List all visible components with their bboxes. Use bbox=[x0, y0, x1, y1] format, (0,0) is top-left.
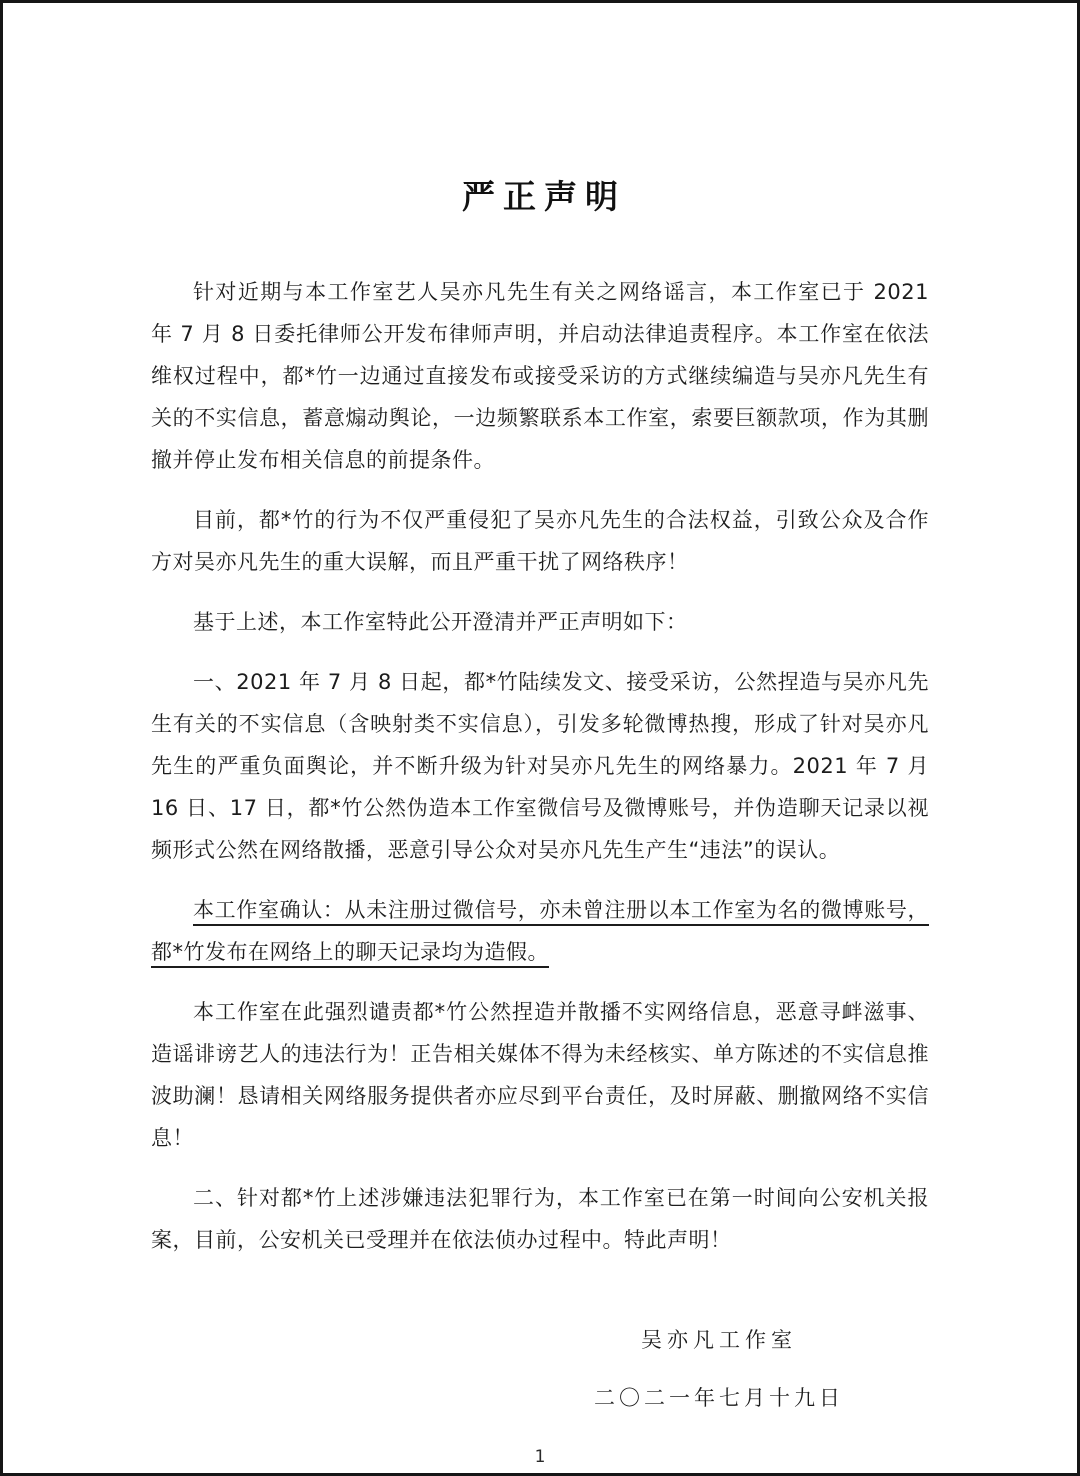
paragraph-current-situation: 目前，都*竹的行为不仅严重侵犯了吴亦凡先生的合法权益，引致公众及合作方对吴亦凡先生的重大误解，而且严重干扰了网络秩序！ bbox=[151, 508, 929, 574]
paragraph-condemnation: 本工作室在此强烈谴责都*竹公然捏造并散播不实网络信息，恶意寻衅滋事、造谣诽谤艺人的违法行为！正告相关媒体不得为未经核实、单方陈述的不实信息推波助澜！恳请相关网络服务提供者亦应尽到平台责任，及时屏蔽、删撤网络不实信息！ bbox=[151, 1000, 929, 1150]
statement-body bbox=[151, 271, 929, 1261]
paragraph-item-one: 一、2021 年 7 月 8 日起，都*竹陆续发文、接受采访，公然捏造与吴亦凡先生有关的不实信息（含映射类不实信息），引发多轮微博热搜，形成了针对吴亦凡先生的严重负面舆论，并不断升级为针对吴亦凡先生的网络暴力。2021 年 7 月 16 日、17 日，都*竹公然伪造本工作室微信号及微博账号，并伪造聊天记录以视频形式公然在网络散播，恶意引导公众对吴亦凡先生产生“违法”的误认。 bbox=[151, 670, 929, 862]
paragraph-confirmation-underlined: 本工作室确认：从未注册过微信号，亦未曾注册以本工作室为名的微博账号，都*竹发布在网络上的聊天记录均为造假。 bbox=[151, 898, 929, 964]
page-number: 1 bbox=[534, 1447, 546, 1467]
page-content bbox=[3, 176, 1077, 1469]
page-footer bbox=[151, 1445, 929, 1469]
paragraph-intro: 针对近期与本工作室艺人吴亦凡先生有关之网络谣言，本工作室已于 2021 年 7 月 8 日委托律师公开发布律师声明，并启动法律追责程序。本工作室在依法维权过程中，都*竹一边通过直接发布或接受采访的方式继续编造与吴亦凡先生有关的不实信息，蓄意煽动舆论，一边频繁联系本工作室，索要巨额款项，作为其删撤并停止发布相关信息的前提条件。 bbox=[151, 280, 929, 472]
paragraph-lead-in: 基于上述，本工作室特此公开澄清并严正声明如下： bbox=[193, 610, 688, 634]
signature-date: 二〇二一年七月十九日 bbox=[594, 1386, 844, 1410]
signature-block bbox=[509, 1319, 929, 1419]
paragraph-item-two: 二、针对都*竹上述涉嫌违法犯罪行为，本工作室已在第一时间向公安机关报案，目前，公安机关已受理并在依法侦办过程中。特此声明！ bbox=[151, 1186, 929, 1252]
signature-studio-name: 吴亦凡工作室 bbox=[641, 1328, 797, 1352]
document-title: 严正声明 bbox=[462, 177, 626, 216]
